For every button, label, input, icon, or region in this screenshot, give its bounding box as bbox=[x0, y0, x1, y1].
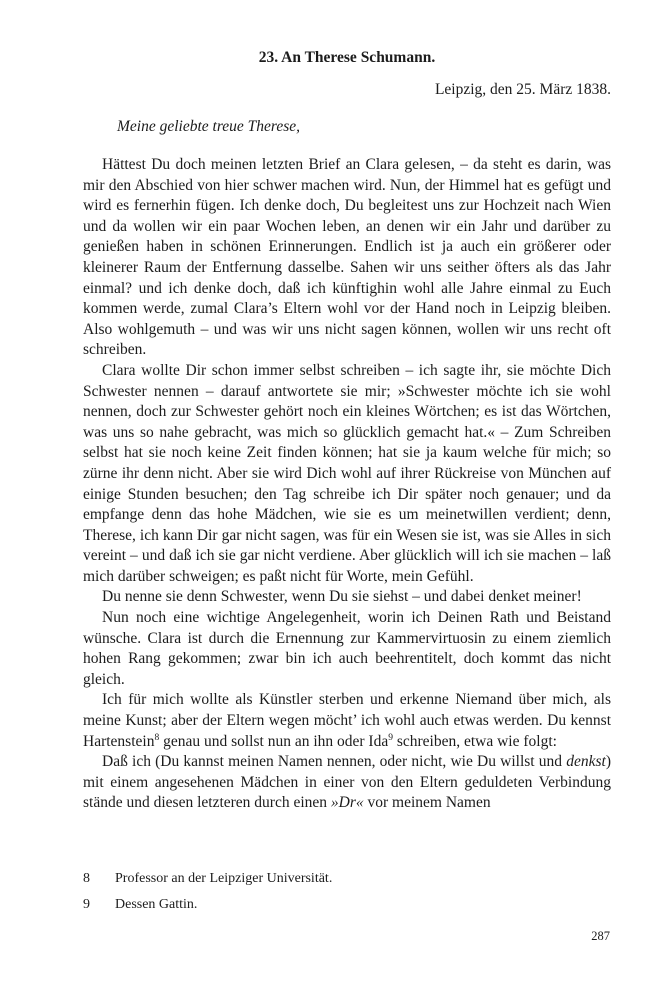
footnote-text: Professor an der Leipziger Universität. bbox=[115, 871, 333, 886]
paragraph-5-text-a: Ich für mich wollte als Künstler sterben und erkenne Niemand über mich, als meine Kunst; aber der Eltern wegen möcht’ ich wohl auch etwas werden. Du kennst Hartenstein bbox=[83, 691, 611, 750]
letter-page bbox=[83, 48, 611, 814]
footnote-text: Dessen Gattin. bbox=[115, 897, 198, 912]
footnote-ref-8: 8 bbox=[154, 732, 160, 743]
page-number: 287 bbox=[591, 929, 610, 943]
paragraph-6 bbox=[83, 752, 611, 814]
paragraph-5-text-b: genau und sollst nun an ihn oder Ida bbox=[159, 732, 389, 750]
footnote-number: 8 bbox=[83, 871, 90, 886]
paragraph-6-text-b: ) mit einem angesehenen Mädchen in einer von den Eltern geduldeten Verbindung stände und diesen letzteren durch einen bbox=[83, 753, 611, 812]
letter-body bbox=[83, 155, 611, 814]
footnotes bbox=[83, 869, 611, 921]
footnote-9 bbox=[83, 895, 611, 915]
paragraph-6-text-a: Daß ich (Du kannst meinen Namen nennen, oder nicht, wie Du willst und bbox=[102, 753, 567, 771]
paragraph-2: Clara wollte Dir schon immer selbst schreiben – ich sagte ihr, sie möchte Dich Schwester nennen – darauf antwortete sie mir; »Schwester möchte ich sie wohl nennen, doch zur Schwester gehört noch ein kleines Wörtchen; es ist das Wörtchen, was uns so nahe gebracht, was mich so glücklich gemacht hat.« – Zum Schreiben selbst hat sie noch keine Zeit finden können; hat sie ja kaum welche für mich; so zürne ihr denn nicht. Aber sie wird Dich wohl auf ihrer Rückreise von München auf einige Stunden besuchen; den Tag schreibe ich Dir später noch genauer; und da empfange denn das hohe Mädchen, wie sie es um meinetwillen verdient; denn, Therese, ich kann Dir gar nicht sagen, was für ein Wesen sie ist, was sie Alles in sich vereint – und daß ich sie gar nicht verdiene. Aber glücklich will ich sie machen – laß mich darüber schweigen; es paßt nicht für Worte, mein Gefühl. bbox=[83, 361, 611, 585]
footnote-8 bbox=[83, 869, 611, 889]
paragraph-3: Du nenne sie denn Schwester, wenn Du sie siehst – und dabei denket meiner! bbox=[102, 588, 582, 606]
place-date: Leipzig, den 25. März 1838. bbox=[434, 81, 611, 98]
paragraph-5 bbox=[83, 690, 611, 752]
emphasis-dr: »Dr« bbox=[330, 794, 364, 812]
paragraph-6-text-c: vor meinem Namen bbox=[363, 794, 491, 812]
paragraph-5-text-c: schreiben, etwa wie folgt: bbox=[392, 732, 557, 750]
paragraph-4: Nun noch eine wichtige Angelegenheit, worin ich Deinen Rath und Beistand wünsche. Clara ist durch die Ernennung zur Kammervirtuosin zu einem ziemlich hohen Rang gekommen; zwar bin ich auch beehrentitelt, doch kommt das nicht gleich. bbox=[83, 609, 611, 688]
salutation: Meine geliebte treue Therese, bbox=[117, 118, 301, 135]
paragraph-1: Hättest Du doch meinen letzten Brief an Clara gelesen, – da steht es darin, was mir den Abschied von hier schwer machen wird. Nun, der Himmel hat es gefügt und wird es fernerhin fügen. Ich denke doch, Du begleitest uns zur Hochzeit nach Wien und da wollen wir ein paar Wochen leben, an denen wir ein Jahr und darüber zu genießen haben in schönen Erinnerungen. Endlich ist ja auch ein größerer oder kleinerer Raum der Entfernung dasselbe. Sahen wir uns seither öfters als das Jahr einmal? und ich denke doch, daß ich künftighin wohl alle Jahre einmal zu Euch kommen werde, zumal Clara’s Eltern wohl vor der Hand noch in Leipzig bleiben. Also wohlgemuth – und was wir uns nicht sagen können, wollen wir uns recht oft schreiben. bbox=[83, 156, 611, 359]
footnote-number: 9 bbox=[83, 897, 90, 912]
footnote-ref-9: 9 bbox=[388, 732, 393, 743]
emphasis-denkst: denkst bbox=[566, 753, 606, 771]
letter-heading: 23. An Therese Schumann. bbox=[258, 49, 436, 66]
